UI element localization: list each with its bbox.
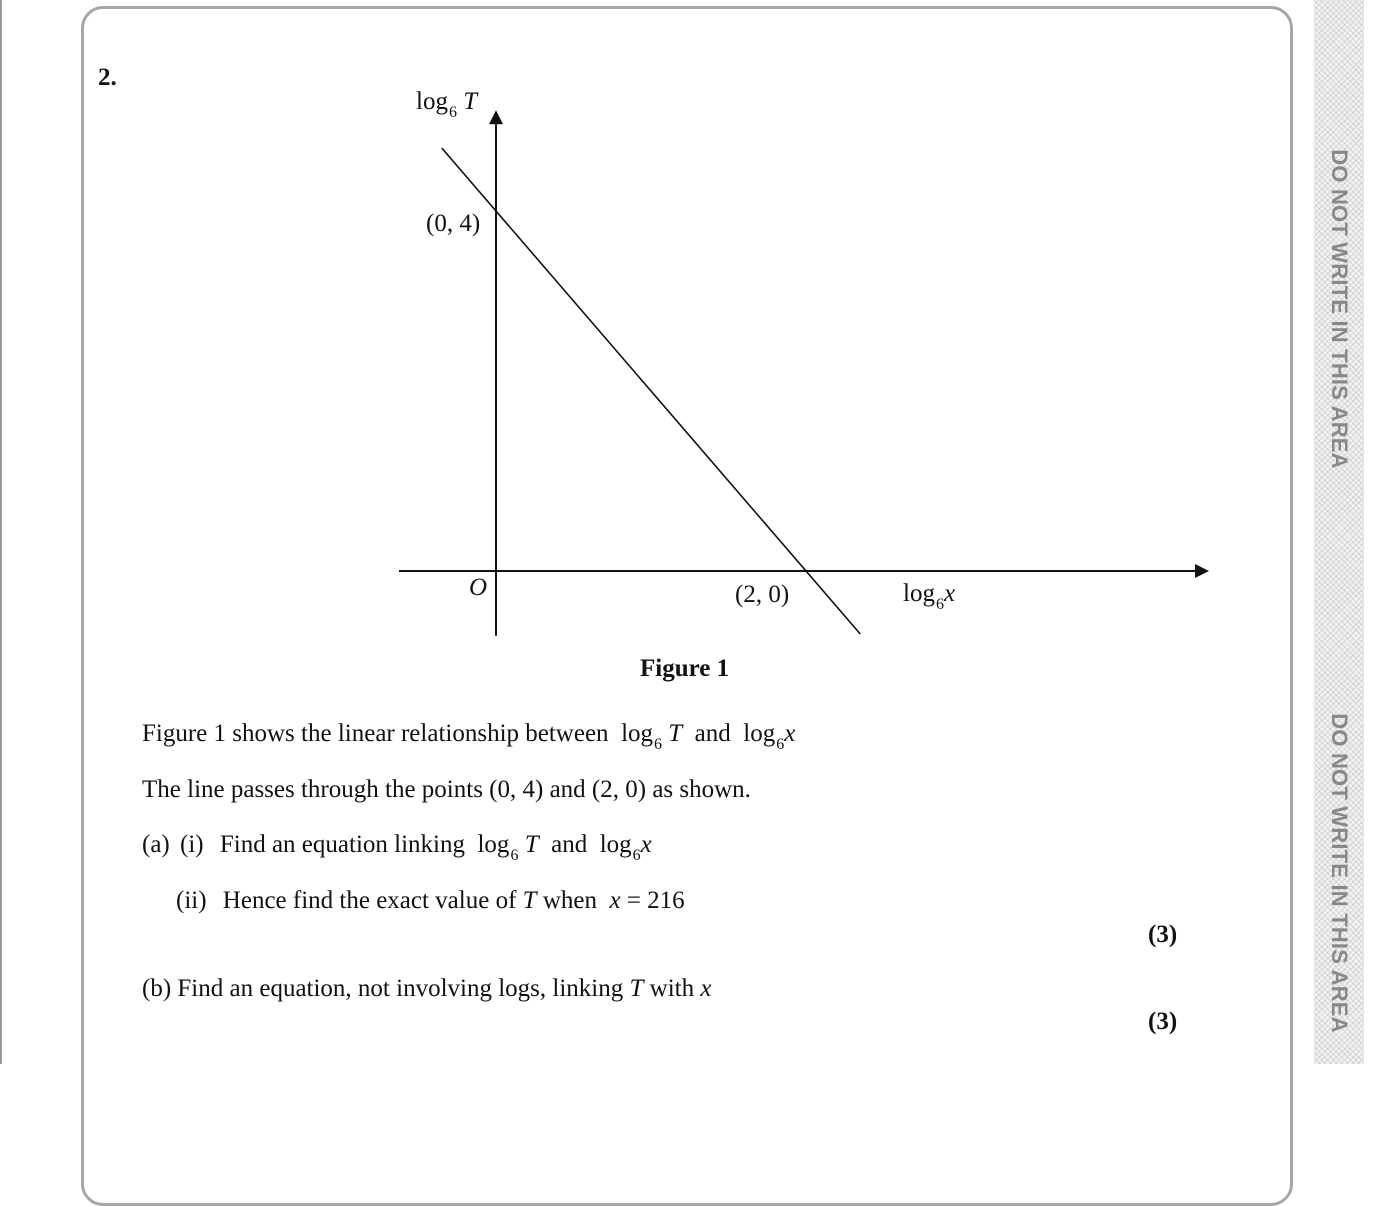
question-line-1: Figure 1 shows the linear relationship between $\log_6 T$ and $\log_6x$ (142, 720, 796, 753)
figure-caption: Figure 1 (640, 655, 730, 682)
part-a-i: (a) (i) Find an equation linking $\log_6 T$ and $\log_6x$ (142, 831, 652, 864)
marks-part-a: (3) (1148, 921, 1178, 948)
origin-label: O (469, 574, 488, 601)
marks-part-b: (3) (1148, 1008, 1178, 1035)
x-axis-label: $\log_6x$ (903, 580, 956, 613)
margin-warning-bottom: DO NOT WRITE IN THIS AREA (1327, 713, 1352, 1033)
part-a-ii: (ii) Hence find the exact value of T when x = 216 (176, 887, 685, 914)
x-axis-arrowhead (1195, 564, 1209, 578)
part-b: (b) Find an equation, not involving logs, linking T with x (142, 975, 712, 1002)
point-label-0-4: (0, 4) (426, 210, 481, 237)
margin-warning-top: DO NOT WRITE IN THIS AREA (1327, 149, 1352, 469)
question-number: 2. (98, 64, 117, 91)
y-axis-arrowhead (489, 110, 503, 124)
y-axis-label: $\log_6 T$ (416, 88, 478, 121)
data-line (442, 148, 861, 634)
question-line-2: The line passes through the points (0, 4) and (2, 0) as shown. (142, 776, 751, 803)
point-label-2-0: (2, 0) (735, 581, 790, 608)
